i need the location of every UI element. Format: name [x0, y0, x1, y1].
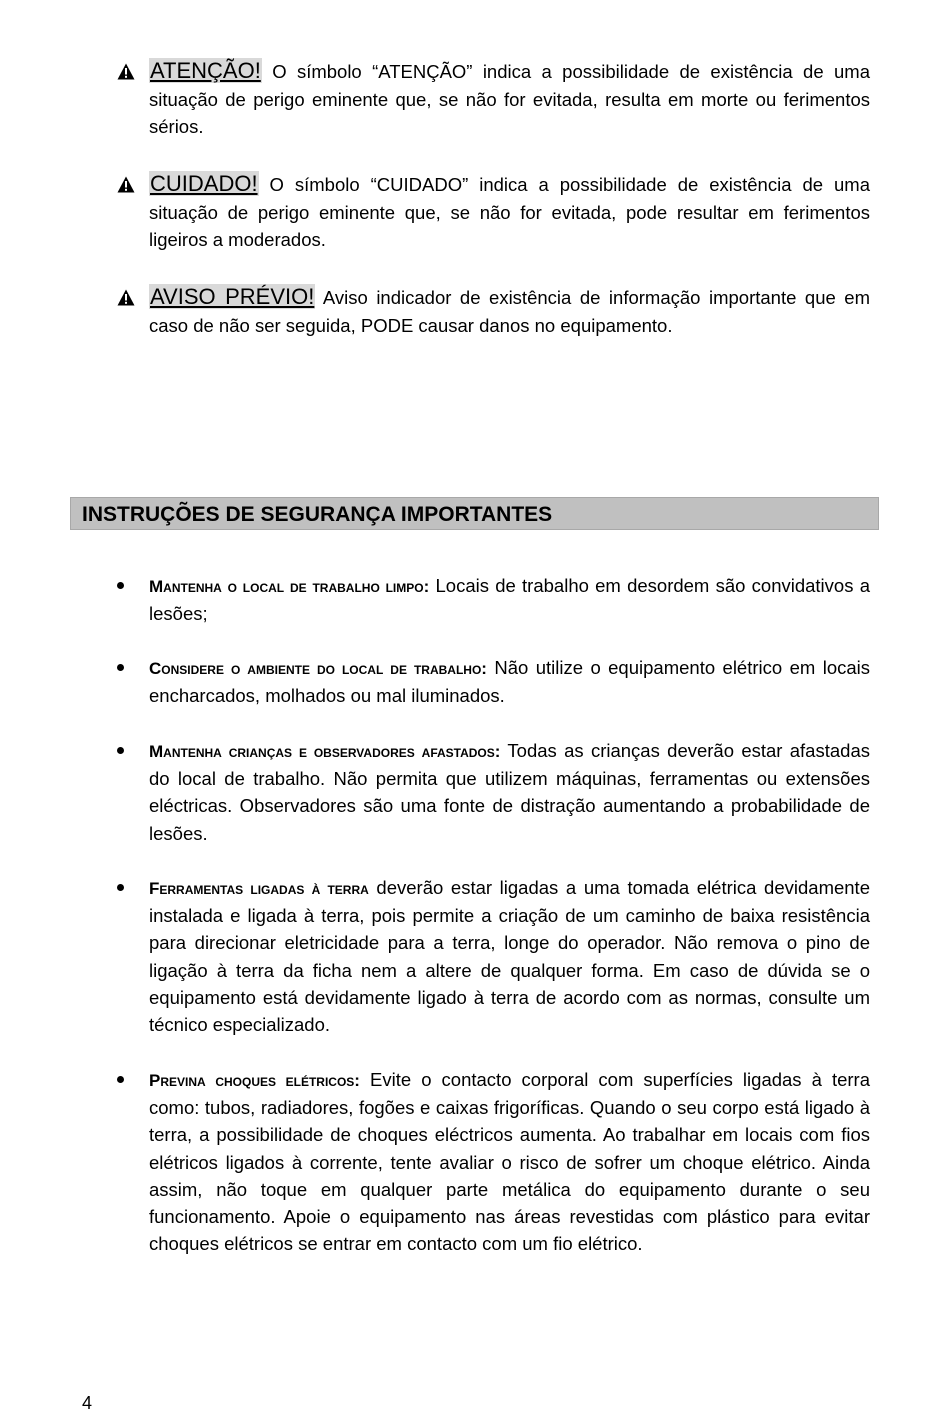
section-header [70, 497, 879, 530]
warning-triangle-icon [117, 63, 135, 80]
safety-item-body: Evite o contacto corporal com superfícies ligadas à terra como: tubos, radiadores, fogões e caixas frigoríficas. Quando o seu corpo está ligado à terra, a possibilidade de choques eléctricos aumenta. Ao trabalhar em locais com fios elétricos ligados à corrente, tente avaliar o risco de sofrer um choque elétrico. Ainda assim, não toque em qualquer parte metálica do equipamento durante o seu funcionamento. Apoie o equipamento nas áreas revestidas com plástico para evitar choques elétricos se entrar em contacto com um fio elétrico. [149, 1069, 870, 1255]
bullet-dot [117, 884, 124, 891]
bullet-dot [117, 747, 124, 754]
page-number: 4 [82, 1393, 93, 1413]
safety-item-local-limpo [117, 572, 870, 627]
safety-item-body: Todas as crianças deverão estar afastadas do local de trabalho. Não permita que utilizem máquinas, ferramentas ou extensões eléctricas. Observadores são uma fonte de distração aumentando a probabilidade de lesões. [149, 740, 870, 844]
safety-item-text [149, 654, 870, 709]
safety-item-ligadas-terra [117, 874, 870, 1038]
warning-cuidado [117, 170, 870, 254]
bullet-dot [117, 582, 124, 589]
warning-text [149, 170, 870, 254]
safety-item-heading: Considere o ambiente do local de trabalho: [149, 659, 487, 678]
safety-item-text [149, 1066, 870, 1257]
safety-item-heading: Mantenha o local de trabalho limpo: [149, 577, 430, 596]
bullet-dot [117, 664, 124, 671]
safety-item-text [149, 874, 870, 1038]
safety-item-body: deverão estar ligadas a uma tomada elétrica devidamente instalada e ligada à terra, pois permite a criação de um caminho de baixa resistência para direcionar eletricidade para a terra, longe do operador. Não remova o pino de ligação à terra da ficha nem a altere de qualquer forma. Em caso de dúvida se o equipamento está devidamente ligado à terra de acordo com as normas, consulte um técnico especializado. [149, 877, 870, 1036]
warning-triangle-icon [117, 289, 135, 306]
safety-item-heading: Previna choques elétricos: [149, 1071, 360, 1090]
safety-item-criancas [117, 737, 870, 847]
warning-keyword: AVISO PRÉVIO! [150, 284, 315, 309]
safety-item-text [149, 572, 870, 627]
warning-text [149, 57, 870, 141]
warning-description: O símbolo “CUIDADO” indica a possibilidade de existência de uma situação de perigo eminente que, se não for evitada, pode resultar em ferimentos ligeiros a moderados. [149, 174, 870, 250]
safety-item-choques [117, 1066, 870, 1257]
section-title: INSTRUÇÕES DE SEGURANÇA IMPORTANTES [82, 503, 553, 526]
safety-item-body: Não utilize o equipamento elétrico em locais encharcados, molhados ou mal iluminados. [149, 657, 871, 707]
safety-item-ambiente [117, 654, 870, 709]
warning-description: Aviso indicador de existência de informação importante que em caso de não ser seguida, PODE causar danos no equipamento. [149, 287, 871, 336]
warning-triangle-icon [117, 176, 135, 193]
safety-item-text [149, 737, 870, 847]
warning-description: O símbolo “ATENÇÃO” indica a possibilidade de existência de uma situação de perigo eminente que, se não for evitada, resulta em morte ou ferimentos sérios. [149, 61, 870, 137]
safety-item-heading: Ferramentas ligadas à terra [149, 879, 369, 898]
warning-keyword: CUIDADO! [150, 171, 258, 196]
warning-text [149, 283, 870, 339]
warning-aviso-previo [117, 283, 870, 339]
safety-item-heading: Mantenha crianças e observadores afastados: [149, 742, 501, 761]
bullet-dot [117, 1076, 124, 1083]
warning-keyword: ATENÇÃO! [150, 58, 261, 83]
warning-atencao [117, 57, 870, 141]
safety-item-body: Locais de trabalho em desordem são convidativos a lesões; [149, 575, 870, 625]
